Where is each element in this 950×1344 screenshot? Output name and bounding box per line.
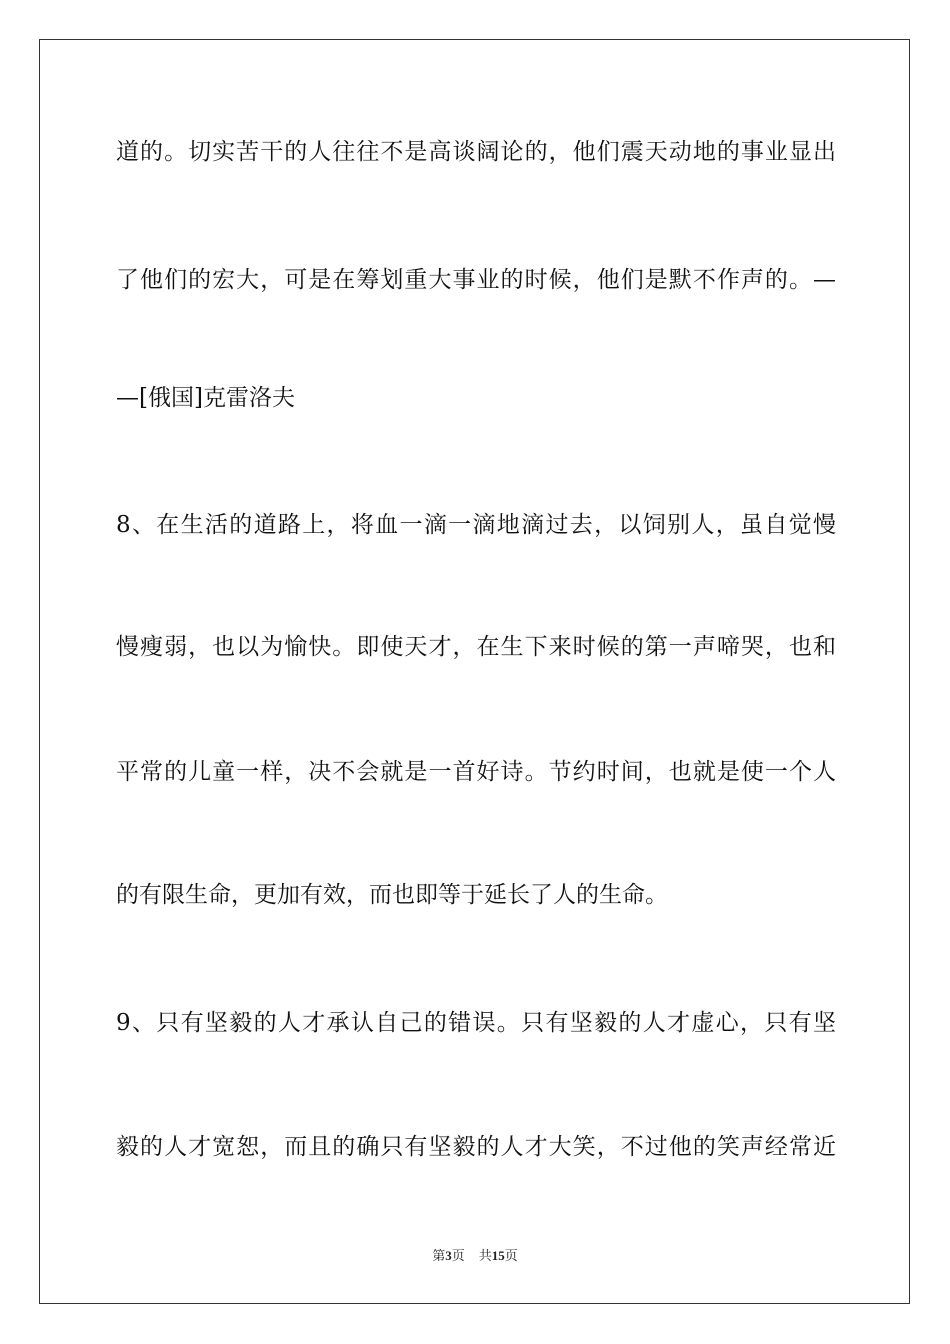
text-line: 慢瘦弱，也以为愉快。即使天才，在生下来时候的第一声啼哭，也和: [116, 634, 836, 660]
text-line: 道的。切实苦干的人往往不是高谈阔论的，他们震天动地的事业显出: [116, 139, 836, 165]
text-line: 平常的儿童一样，决不会就是一首好诗。节约时间，也就是使一个人: [116, 759, 836, 785]
text-line: 了他们的宏大，可是在筹划重大事业的时候，他们是默不作声的。—: [116, 267, 836, 293]
total-pages: 15: [491, 1248, 505, 1263]
total-suffix: 页: [504, 1249, 518, 1264]
text-line: 8、在生活的道路上，将血一滴一滴地滴过去，以饲别人，虽自觉慢: [116, 512, 836, 538]
page-number: 3: [445, 1248, 452, 1263]
total-prefix: 共: [478, 1249, 492, 1264]
text-line: 毅的人才宽恕，而且的确只有坚毅的人才大笑，不过他的笑声经常近: [116, 1134, 836, 1160]
page-border: [39, 39, 910, 1304]
text-line: 9、只有坚毅的人才承认自己的错误。只有坚毅的人才虚心，只有坚: [116, 1010, 836, 1036]
page-suffix: 页: [451, 1249, 465, 1264]
text-line: —[俄国]克雷洛夫: [116, 385, 295, 411]
page-footer: [0, 1248, 950, 1265]
text-line: 的有限生命，更加有效，而也即等于延长了人的生命。: [116, 882, 668, 908]
page-prefix: 第: [432, 1249, 446, 1264]
